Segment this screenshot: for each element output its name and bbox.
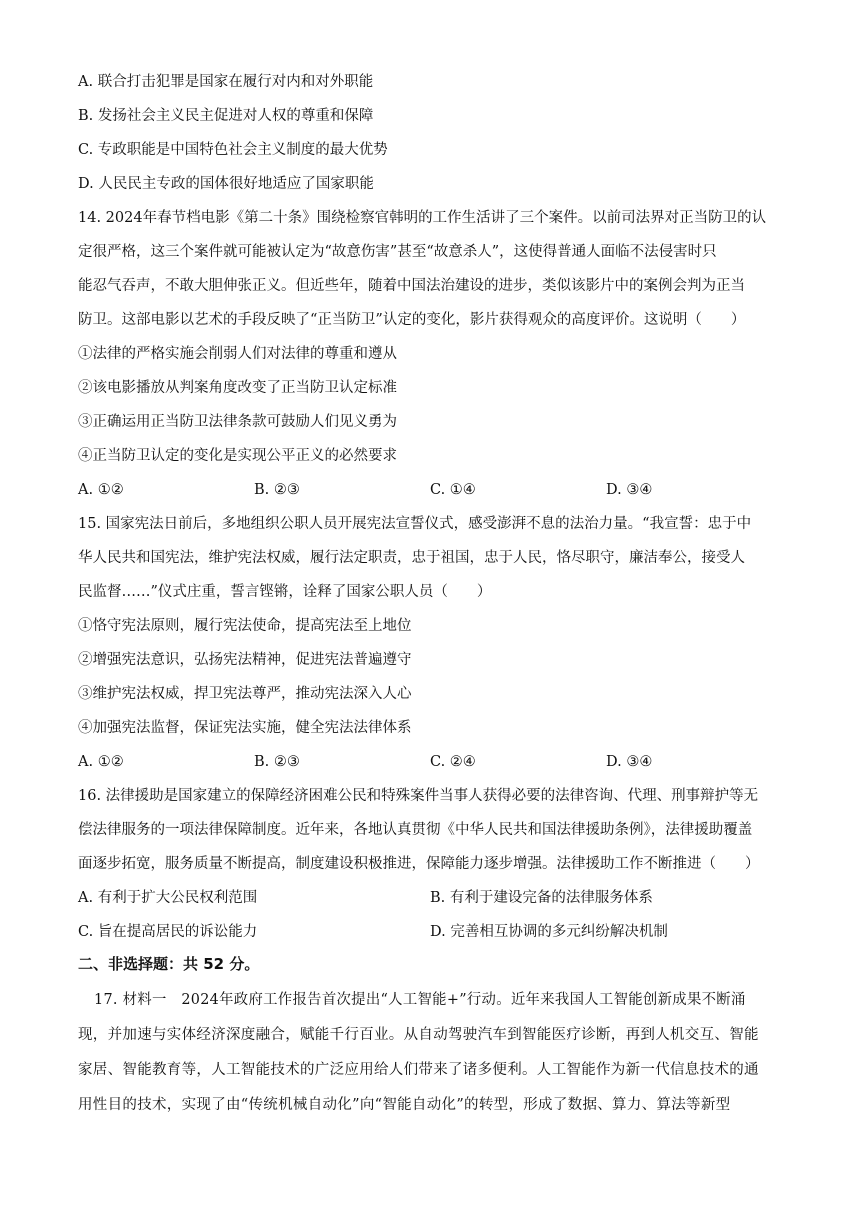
q15-stem-line: 华人民共和国宪法，维护宪法权威，履行法定职责，忠于祖国，忠于人民，恪尽职守，廉洁奉公，接受人	[78, 550, 745, 566]
q14-stem-line: 定很严格，这三个案件就可能被认定为“故意伤害”甚至“故意杀人”，这使得普通人面临不法侵害时只	[78, 244, 717, 260]
q13-option-c: C. 专政职能是中国特色社会主义制度的最大优势	[78, 142, 388, 158]
q16-stem-line: 16. 法律援助是国家建立的保障经济困难公民和特殊案件当事人获得必要的法律咨询、代理、刑事辩护等无	[78, 788, 759, 804]
q15-choice-c: C. ②④	[430, 754, 476, 770]
q14-choice-b: B. ②③	[254, 482, 300, 498]
q14-statement: ③正确运用正当防卫法律条款可鼓励人们见义勇为	[78, 414, 397, 430]
q14-choice-c: C. ①④	[430, 482, 476, 498]
q13-option-d: D. 人民民主专政的国体很好地适应了国家职能	[78, 176, 374, 192]
q14-statement: ①法律的严格实施会削弱人们对法律的尊重和遵从	[78, 346, 397, 362]
q15-choice-a: A. ①②	[78, 754, 124, 770]
q15-choice-b: B. ②③	[254, 754, 300, 770]
q14-statement: ④正当防卫认定的变化是实现公平正义的必然要求	[78, 448, 397, 464]
q15-statement: ②增强宪法意识，弘扬宪法精神，促进宪法普遍遵守	[78, 652, 412, 668]
q15-statement: ①恪守宪法原则，履行宪法使命，提高宪法至上地位	[78, 618, 412, 634]
q14-stem-line: 14. 2024年春节档电影《第二十条》围绕检察官韩明的工作生活讲了三个案件。以前司法界对正当防卫的认	[78, 210, 767, 226]
q15-statement: ③维护宪法权威，捍卫宪法尊严，推动宪法深入人心	[78, 686, 412, 702]
q17-material-line: 17. 材料一 2024年政府工作报告首次提出“人工智能+”行动。近年来我国人工智能创新成果不断涌	[94, 992, 746, 1008]
q15-choice-d: D. ③④	[606, 754, 653, 770]
q16-choice-c: C. 旨在提高居民的诉讼能力	[78, 924, 258, 940]
q16-choice-a: A. 有利于扩大公民权利范围	[78, 890, 258, 906]
q14-stem-line: 能忍气吞声，不敢大胆伸张正义。但近些年，随着中国法治建设的进步，类似该影片中的案例会判为正当	[78, 278, 745, 294]
q17-material-line: 现，并加速与实体经济深度融合，赋能千行百业。从自动驾驶汽车到智能医疗诊断，再到人机交互、智能	[78, 1027, 759, 1043]
q14-choice-a: A. ①②	[78, 482, 124, 498]
q13-option-a: A. 联合打击犯罪是国家在履行对内和对外职能	[78, 74, 374, 90]
q14-choice-d: D. ③④	[606, 482, 653, 498]
q15-stem-line: 15. 国家宪法日前后，多地组织公职人员开展宪法宣誓仪式，感受澎湃不息的法治力量。“我宣誓：忠于中	[78, 516, 752, 532]
section-title: 二、非选择题：共 52 分。	[78, 955, 260, 973]
q14-statement: ②该电影播放从判案角度改变了正当防卫认定标准	[78, 380, 397, 396]
q15-statement: ④加强宪法监督，保证宪法实施，健全宪法法律体系	[78, 720, 412, 736]
q16-choice-d: D. 完善相互协调的多元纠纷解决机制	[430, 924, 668, 940]
q17-material-line: 家居、智能教育等，人工智能技术的广泛应用给人们带来了诸多便利。人工智能作为新一代信息技术的通	[78, 1062, 759, 1078]
q17-material-line: 用性目的技术，实现了由“传统机械自动化”向“智能自动化”的转型，形成了数据、算力、算法等新型	[78, 1097, 731, 1113]
q13-option-b: B. 发扬社会主义民主促进对人权的尊重和保障	[78, 108, 374, 124]
q16-stem-line: 偿法律服务的一项法律保障制度。近年来，各地认真贯彻《中华人民共和国法律援助条例》，法律援助覆盖	[78, 822, 753, 838]
q16-choice-b: B. 有利于建设完备的法律服务体系	[430, 890, 653, 906]
q16-stem-line: 面逐步拓宽，服务质量不断提高，制度建设积极推进，保障能力逐步增强。法律援助工作不断推进（ ）	[78, 856, 760, 872]
q15-stem-line: 民监督……”仪式庄重，誓言铿锵，诠释了国家公职人员（ ）	[78, 584, 492, 600]
q14-stem-line: 防卫。这部电影以艺术的手段反映了“正当防卫”认定的变化，影片获得观众的高度评价。这说明（ ）	[78, 312, 746, 328]
